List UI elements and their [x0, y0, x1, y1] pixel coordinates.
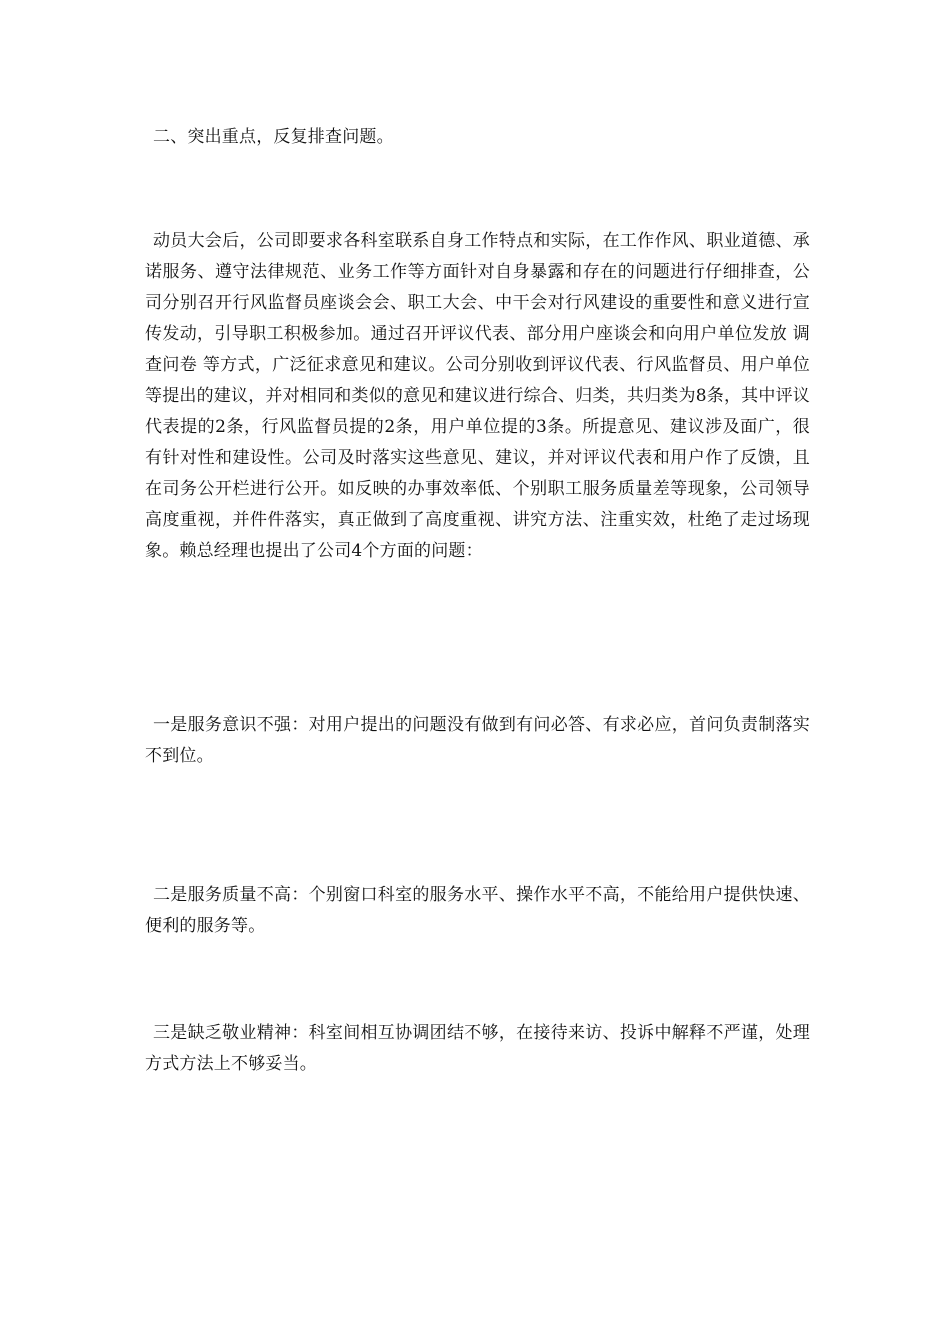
issue-paragraph-2: 二是服务质量不高：个别窗口科室的服务水平、操作水平不高，不能给用户提供快速、便利的服务等。 [145, 885, 810, 936]
issue-paragraph-3: 三是缺乏敬业精神：科室间相互协调团结不够，在接待来访、投诉中解释不严谨，处理方式方法上不够妥当。 [145, 1023, 810, 1074]
issue-paragraph-1: 一是服务意识不强：对用户提出的问题没有做到有问必答、有求必应，首问负责制落实不到位。 [145, 715, 810, 766]
body-paragraph: 动员大会后，公司即要求各科室联系自身工作特点和实际，在工作作风、职业道德、承诺服务、遵守法律规范、业务工作等方面针对自身暴露和存在的问题进行仔细排查，公司分别召开行风监督员座谈会会、职工大会、中干会对行风建设的重要性和意义进行宣传发动，引导职工积极参加。通过召开评议代表、部分用户座谈会和向用户单位发放 调查问卷 等方式，广泛征求意见和建议。公司分别收到评议代表、行风监督员、用户单位等提出的建议，并对相同和类似的意见和建议进行综合、归类，共归类为8条，其中评议代表提的2条，行风监督员提的2条，用户单位提的3条。所提意见、建议涉及面广，很有针对性和建设性。公司及时落实这些意见、建议，并对评议代表和用户作了反馈，且在司务公开栏进行公开。如反映的办事效率低、个别职工服务质量差等现象，公司领导高度重视，并件件落实，真正做到了高度重视、讲究方法、注重实效，杜绝了走过场现象。赖总经理也提出了公司4个方面的问题： [145, 231, 810, 561]
section-heading: 二、突出重点，反复排查问题。 [153, 127, 394, 147]
